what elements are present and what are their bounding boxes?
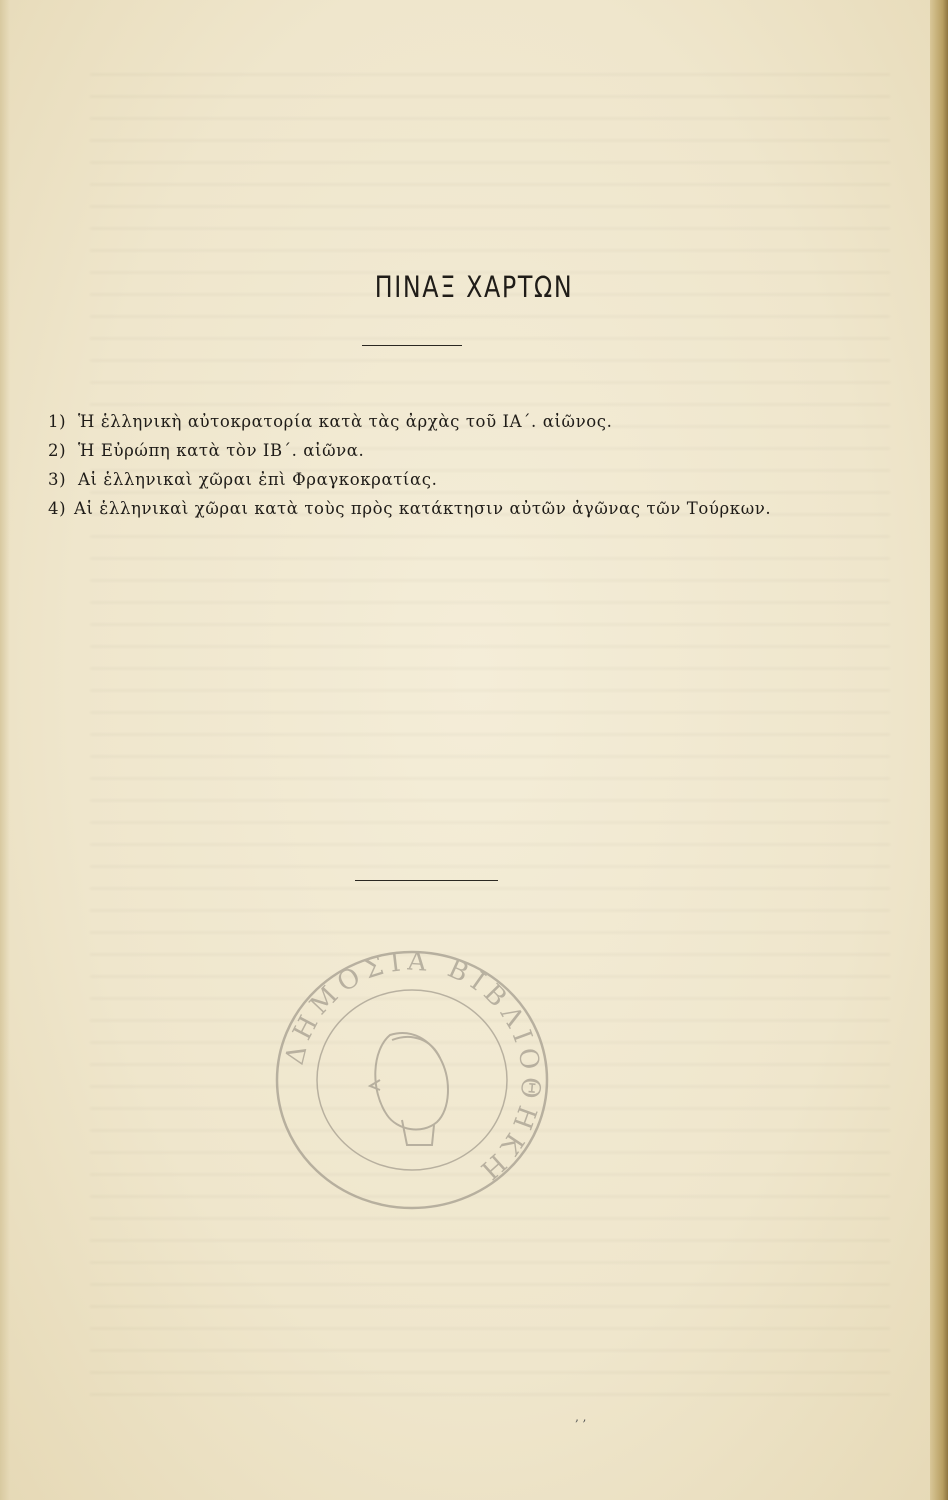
stamp-inner-ring — [317, 990, 507, 1170]
list-item — [48, 465, 808, 494]
item-text: Ἡ Εὐρώπη κατὰ τὸν ΙΒ΄. αἰῶνα. — [78, 441, 365, 460]
item-number: 4) — [48, 499, 67, 518]
page-binding-edge — [930, 0, 948, 1500]
list-item — [48, 436, 808, 465]
profile-head-emblem — [370, 1033, 448, 1145]
item-text: Ἡ ἑλληνικὴ αὐτοκρατορία κατὰ τὰς ἀρχὰς τοῦ ΙΑ΄. αἰῶνος. — [78, 412, 613, 431]
page-title: ΠΙΝΑΞ ΧΑΡΤΩΝ — [374, 270, 574, 304]
list-item — [48, 494, 808, 523]
title-divider — [362, 345, 462, 346]
page-left-edge — [0, 0, 10, 1500]
item-text: Αἱ ἑλληνικαὶ χῶραι ἐπὶ Φραγκοκρατίας. — [78, 470, 438, 489]
item-number: 1) — [48, 412, 67, 431]
footer-marks: ‚ , — [575, 1410, 587, 1424]
item-number: 2) — [48, 441, 67, 460]
map-list — [48, 407, 808, 523]
section-divider — [355, 880, 498, 881]
stamp-text: ΔΗΜΟΣΙΑ ΒΙΒΛΙΟΘΗΚΗ — [279, 946, 546, 1189]
item-text: Αἱ ἑλληνικαὶ χῶραι κατὰ τοὺς πρὸς κατάκτησιν αὐτῶν ἀγῶνας τῶν Τούρκων. — [74, 499, 772, 518]
library-stamp — [262, 940, 562, 1220]
item-number: 3) — [48, 470, 67, 489]
list-item — [48, 407, 808, 436]
